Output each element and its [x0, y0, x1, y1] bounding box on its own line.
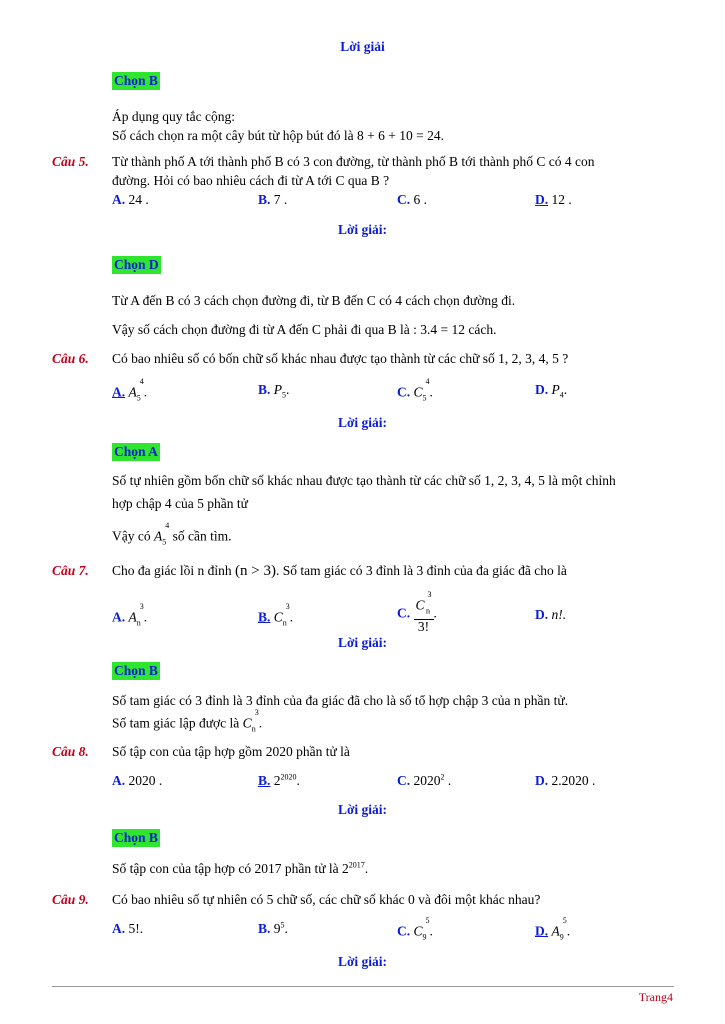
option-sub: n: [282, 618, 287, 628]
q5-text-line-1: Từ thành phố A tới thành phố B có 3 con đường, từ thành phố B tới thành phố C có 4 con: [112, 154, 595, 169]
option-sup: 3: [285, 602, 290, 611]
option-sup: 4: [425, 377, 430, 386]
q9-option-a[interactable]: [112, 920, 143, 938]
question-label-q5: Câu 5.: [52, 154, 89, 169]
option-label: B.: [258, 192, 271, 207]
option-sub: 5: [422, 393, 427, 403]
q9-text: Có bao nhiêu số tự nhiên có 5 chữ số, các chữ số khác 0 và đôi một khác nhau?: [112, 892, 541, 907]
q8-text: Số tập con của tập hợp gồm 2020 phần tử là: [112, 744, 350, 759]
option-value: 5!.: [128, 921, 144, 936]
option-sub: 9: [559, 932, 564, 942]
q6-solution-line-3: [112, 521, 674, 550]
option-label: C.: [397, 192, 411, 207]
solution-heading-q9: Lời giải:: [337, 954, 388, 969]
q6-solution-line-2: hợp chập 4 của 5 phần tử: [112, 496, 248, 511]
option-base: 9: [273, 921, 281, 936]
sol-text: Số tam giác lập được là: [112, 715, 240, 731]
option-symbol: A: [128, 384, 137, 400]
q6-option-b[interactable]: B. $P_5$.: [258, 382, 290, 400]
footer-divider: [52, 986, 674, 987]
option-label: D.: [535, 773, 549, 788]
option-value: 24 .: [128, 192, 149, 207]
option-symbol: C: [413, 923, 423, 939]
option-label: B.: [258, 921, 271, 936]
option-symbol: A: [551, 923, 560, 939]
q8-option-a[interactable]: [112, 772, 162, 790]
q6-option-a[interactable]: A. A 4 $_5$ .: [112, 377, 148, 403]
q5-solution-line-1: Từ A đến B có 3 cách chọn đường đi, từ B đến C có 4 cách chọn đường đi.: [112, 293, 516, 308]
option-value: 12 .: [551, 192, 572, 207]
option-label: C.: [397, 384, 411, 400]
option-label: D.: [535, 192, 549, 207]
q5-option-a[interactable]: [112, 191, 149, 209]
sol-sup: 4: [165, 521, 170, 530]
q4-solution-line-2: Số cách chọn ra một cây bút từ hộp bút đó là 8 + 6 + 10 = 24.: [112, 128, 444, 143]
frac-sub: n: [426, 606, 431, 616]
q8-solution-line-1: Số tập con của tập hợp có 2017 phần tử là $2^{2017}$.: [112, 860, 369, 876]
option-sub: 5: [282, 390, 287, 400]
frac-symbol: C: [415, 597, 425, 613]
q8-option-d[interactable]: [535, 772, 595, 790]
option-sub: 5: [136, 393, 141, 403]
sol-base: 2: [342, 861, 349, 876]
q5-solution-line-2: Vậy số cách chọn đường đi từ A đến C phải đi qua B là : 3.4 = 12 cách.: [112, 322, 497, 337]
option-symbol: C: [273, 609, 283, 625]
q7-option-c[interactable]: C. C 3 $_n$ 3! .: [397, 590, 437, 634]
option-sup: 2: [440, 772, 445, 782]
sol-sub: n: [251, 724, 256, 734]
option-symbol: C: [413, 384, 423, 400]
option-value: 2.2020 .: [551, 773, 596, 788]
q9-option-c[interactable]: C. C 5 $_9$ .: [397, 916, 433, 942]
q7-text-b: . Số tam giác có 3 đỉnh là 3 đỉnh của đa giác đã cho là: [275, 563, 567, 578]
answer-badge-q4: Chọn B: [114, 73, 158, 88]
option-sub: 9: [422, 932, 427, 942]
option-sup: 5: [425, 916, 430, 925]
q9-option-d[interactable]: D. A 5 $_9$ .: [535, 916, 571, 942]
answer-badge-q8: Chọn B: [114, 830, 158, 845]
sol-sup: 2017: [348, 860, 365, 870]
option-label: C.: [397, 773, 411, 788]
q5-text-line-2: đường. Hỏi có bao nhiêu cách đi từ A tới C qua B ?: [112, 173, 390, 188]
sol-symbol: C: [242, 715, 252, 731]
solution-heading-q5: Lời giải:: [337, 222, 388, 237]
q6-option-d[interactable]: D. $P_4$.: [535, 382, 568, 400]
option-sup: 5: [280, 920, 285, 930]
q7-text-a: Cho đa giác lồi n đỉnh: [112, 563, 232, 578]
q6-solution-line-1: Số tự nhiên gồm bốn chữ số khác nhau được tạo thành từ các chữ số 1, 2, 3, 4, 5 là một chỉnh: [112, 473, 616, 488]
sol-text: số cần tìm.: [172, 528, 232, 544]
page-number: Trang4: [638, 990, 673, 1004]
option-symbol: A: [128, 609, 137, 625]
q5-option-d[interactable]: [535, 191, 572, 209]
option-value: n!.: [551, 607, 567, 622]
answer-badge-q6: Chọn A: [114, 444, 158, 459]
q6-text: Có bao nhiêu số có bốn chữ số khác nhau được tạo thành từ các chữ số 1, 2, 3, 4, 5 ?: [112, 351, 569, 366]
option-label: A.: [112, 192, 126, 207]
option-label: D.: [535, 923, 549, 939]
answer-badge-q5: Chọn D: [114, 257, 159, 272]
question-label-q8: Câu 8.: [52, 744, 89, 759]
q8-option-b[interactable]: B. $2^{2020}$.: [258, 772, 300, 788]
solution-heading-q4: Lời giải: [340, 39, 385, 54]
frac-sup: 3: [427, 590, 432, 599]
option-sub: n: [136, 618, 141, 628]
option-label: A.: [112, 773, 126, 788]
q7-option-a[interactable]: A. A 3 $_n$ .: [112, 602, 148, 628]
question-label-q7: Câu 7.: [52, 563, 89, 578]
q7-text: [112, 562, 674, 582]
q6-option-c[interactable]: C. C 4 $_5$ .: [397, 377, 433, 403]
option-label: C.: [397, 605, 411, 621]
q9-option-b[interactable]: B. $9^5$.: [258, 920, 288, 936]
sol-text: Vậy có: [112, 528, 151, 544]
option-label: B.: [258, 773, 271, 788]
solution-heading-q8: Lời giải:: [337, 802, 388, 817]
option-sup: 2020: [280, 772, 297, 782]
option-value: 7 .: [273, 192, 288, 207]
question-label-q9: Câu 9.: [52, 892, 89, 907]
option-label: D.: [535, 607, 549, 622]
option-label: C.: [397, 923, 411, 939]
sol-text: Số tập con của tập hợp có 2017 phần tử là: [112, 861, 339, 876]
q7-option-d[interactable]: [535, 606, 566, 624]
q7-solution-line-1: Số tam giác có 3 đỉnh là 3 đỉnh của đa giác đã cho là số tổ hợp chập 3 của n phần tử.: [112, 693, 569, 708]
solution-heading-q6: Lời giải:: [337, 415, 388, 430]
option-value: 2020 .: [128, 773, 163, 788]
q7-condition: (n > 3): [234, 563, 276, 579]
q8-option-c[interactable]: C. 2020$^2$ .: [397, 772, 452, 788]
option-label: D.: [535, 382, 549, 397]
solution-heading-q7: Lời giải:: [337, 635, 388, 650]
option-base: 2020: [413, 773, 441, 788]
option-sup: 4: [139, 377, 144, 386]
option-label: A.: [112, 921, 126, 936]
q5-option-b[interactable]: [258, 191, 287, 209]
q4-solution-line-1: Áp dụng quy tắc cộng:: [112, 109, 235, 124]
answer-badge-q7: Chọn B: [114, 663, 158, 678]
option-value: 6 .: [413, 192, 427, 207]
option-symbol: P: [273, 382, 283, 397]
q7-solution-line-2: Số tam giác lập được là C 3 $_n$ .: [112, 708, 263, 734]
sol-symbol: A: [153, 528, 163, 544]
option-label: B.: [258, 382, 271, 397]
option-base: 2: [273, 773, 281, 788]
option-label: A.: [112, 609, 126, 625]
frac-denominator: 3!: [417, 618, 430, 634]
option-label: B.: [258, 609, 271, 625]
sol-sub: 5: [162, 537, 167, 547]
sol-sup: 3: [254, 708, 259, 717]
q5-option-c[interactable]: [397, 191, 427, 209]
option-sub: 4: [559, 390, 564, 400]
question-label-q6: Câu 6.: [52, 351, 89, 366]
option-label: A.: [112, 384, 126, 400]
q7-option-b[interactable]: B. C 3 $_n$ .: [258, 602, 294, 628]
option-symbol: P: [551, 382, 560, 397]
option-sup: 5: [562, 916, 567, 925]
option-sup: 3: [139, 602, 144, 611]
